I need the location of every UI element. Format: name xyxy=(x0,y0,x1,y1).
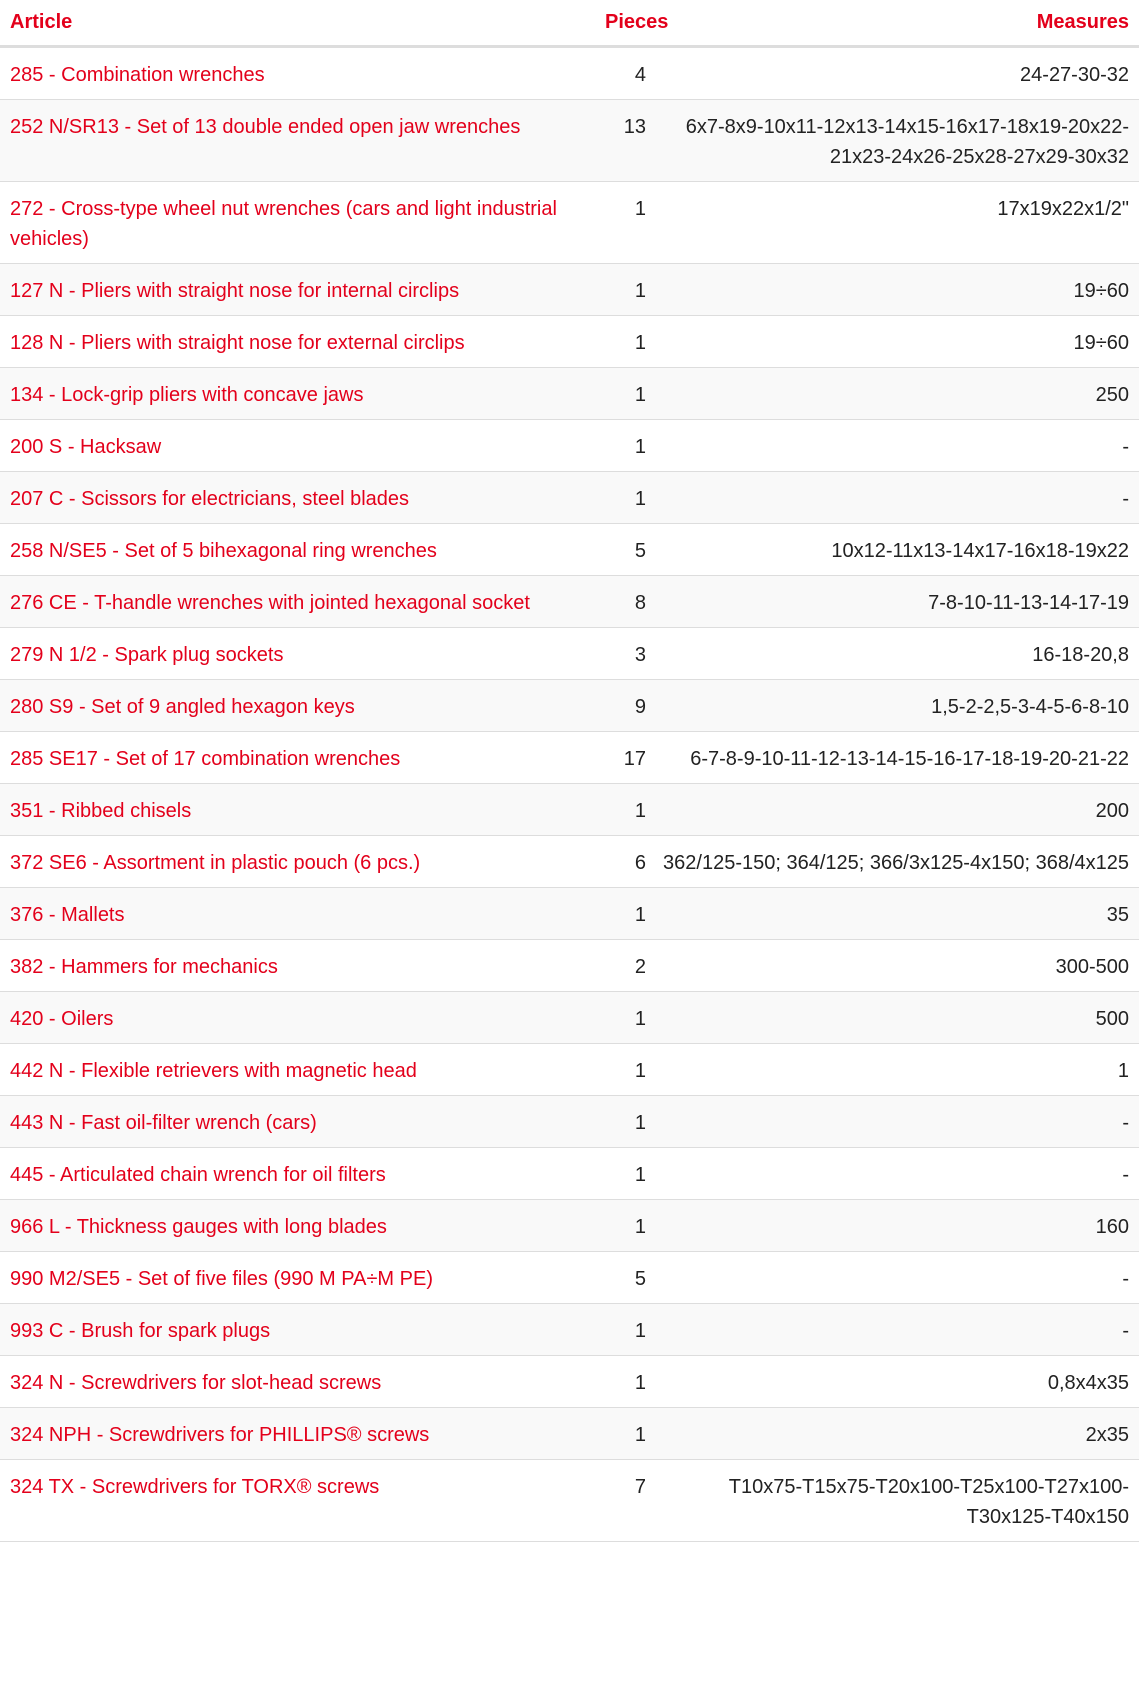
measures-cell: 0,8x4x35 xyxy=(646,1355,1139,1407)
measures-cell: - xyxy=(646,471,1139,523)
pieces-cell: 6 xyxy=(595,835,646,887)
measures-cell: 24-27-30-32 xyxy=(646,46,1139,99)
article-link[interactable]: 252 N/SR13 - Set of 13 double ended open jaw wrenches xyxy=(10,115,521,138)
table-row xyxy=(0,523,1139,575)
article-cell xyxy=(0,575,595,627)
article-link[interactable]: 445 - Articulated chain wrench for oil filters xyxy=(10,1163,386,1186)
measures-cell: 10x12-11x13-14x17-16x18-19x22 xyxy=(646,523,1139,575)
article-cell xyxy=(0,1043,595,1095)
article-cell xyxy=(0,367,595,419)
article-link[interactable]: 279 N 1/2 - Spark plug sockets xyxy=(10,643,284,666)
table-row xyxy=(0,419,1139,471)
table-row xyxy=(0,99,1139,181)
table-row xyxy=(0,1459,1139,1541)
table-body xyxy=(0,46,1139,1541)
column-header-measures: Measures xyxy=(646,0,1139,46)
article-cell xyxy=(0,1459,595,1541)
measures-cell: - xyxy=(646,1303,1139,1355)
article-cell xyxy=(0,939,595,991)
article-link[interactable]: 993 C - Brush for spark plugs xyxy=(10,1319,271,1342)
table-row xyxy=(0,1199,1139,1251)
table-row xyxy=(0,1147,1139,1199)
pieces-cell: 1 xyxy=(595,1407,646,1459)
measures-cell: 16-18-20,8 xyxy=(646,627,1139,679)
pieces-cell: 1 xyxy=(595,991,646,1043)
article-link[interactable]: 280 S9 - Set of 9 angled hexagon keys xyxy=(10,695,355,718)
table-row xyxy=(0,1303,1139,1355)
table-header-row xyxy=(0,0,1139,46)
measures-cell: 300-500 xyxy=(646,939,1139,991)
article-link[interactable]: 272 - Cross-type wheel nut wrenches (cars and light industrial vehicles) xyxy=(10,197,557,250)
table-row xyxy=(0,181,1139,263)
pieces-cell: 9 xyxy=(595,679,646,731)
measures-cell: - xyxy=(646,1251,1139,1303)
table-row xyxy=(0,887,1139,939)
table-row xyxy=(0,939,1139,991)
measures-cell: 200 xyxy=(646,783,1139,835)
article-link[interactable]: 324 TX - Screwdrivers for TORX® screws xyxy=(10,1475,380,1498)
article-cell xyxy=(0,991,595,1043)
measures-cell: 17x19x22x1/2" xyxy=(646,181,1139,263)
table-row xyxy=(0,46,1139,99)
table-row xyxy=(0,991,1139,1043)
table-row xyxy=(0,575,1139,627)
table-row xyxy=(0,679,1139,731)
pieces-cell: 1 xyxy=(595,367,646,419)
article-link[interactable]: 134 - Lock-grip pliers with concave jaws xyxy=(10,383,364,406)
article-cell xyxy=(0,1303,595,1355)
article-link[interactable]: 200 S - Hacksaw xyxy=(10,435,162,458)
article-link[interactable]: 127 N - Pliers with straight nose for internal circlips xyxy=(10,279,460,302)
article-link[interactable]: 966 L - Thickness gauges with long blades xyxy=(10,1215,387,1238)
article-cell xyxy=(0,523,595,575)
measures-cell: 160 xyxy=(646,1199,1139,1251)
measures-cell: 19÷60 xyxy=(646,263,1139,315)
article-link[interactable]: 351 - Ribbed chisels xyxy=(10,799,192,822)
pieces-cell: 1 xyxy=(595,471,646,523)
article-cell xyxy=(0,783,595,835)
measures-cell: 7-8-10-11-13-14-17-19 xyxy=(646,575,1139,627)
pieces-cell: 1 xyxy=(595,1043,646,1095)
article-link[interactable]: 990 M2/SE5 - Set of five files (990 M PA÷M PE) xyxy=(10,1267,433,1290)
column-header-article: Article xyxy=(0,0,595,46)
table-row xyxy=(0,1095,1139,1147)
article-cell xyxy=(0,181,595,263)
pieces-cell: 17 xyxy=(595,731,646,783)
article-cell xyxy=(0,835,595,887)
pieces-cell: 2 xyxy=(595,939,646,991)
measures-cell: 362/125-150; 364/125; 366/3x125-4x150; 368/4x125 xyxy=(646,835,1139,887)
pieces-cell: 8 xyxy=(595,575,646,627)
article-cell xyxy=(0,1095,595,1147)
pieces-cell: 13 xyxy=(595,99,646,181)
pieces-cell: 1 xyxy=(595,419,646,471)
measures-cell: 250 xyxy=(646,367,1139,419)
article-link[interactable]: 382 - Hammers for mechanics xyxy=(10,955,278,978)
table-row xyxy=(0,1043,1139,1095)
pieces-cell: 1 xyxy=(595,783,646,835)
pieces-cell: 1 xyxy=(595,1303,646,1355)
article-cell xyxy=(0,887,595,939)
pieces-cell: 5 xyxy=(595,1251,646,1303)
article-link[interactable]: 276 CE - T-handle wrenches with jointed hexagonal socket xyxy=(10,591,530,614)
article-link[interactable]: 443 N - Fast oil-filter wrench (cars) xyxy=(10,1111,317,1134)
measures-cell: 35 xyxy=(646,887,1139,939)
article-link[interactable]: 207 C - Scissors for electricians, steel blades xyxy=(10,487,410,510)
measures-cell: 6x7-8x9-10x11-12x13-14x15-16x17-18x19-20x22-21x23-24x26-25x28-27x29-30x32 xyxy=(646,99,1139,181)
article-cell xyxy=(0,263,595,315)
measures-cell: 1 xyxy=(646,1043,1139,1095)
pieces-cell: 1 xyxy=(595,1199,646,1251)
measures-cell: - xyxy=(646,419,1139,471)
table-row xyxy=(0,627,1139,679)
article-cell xyxy=(0,46,595,99)
article-link[interactable]: 258 N/SE5 - Set of 5 bihexagonal ring wrenches xyxy=(10,539,437,562)
table-row xyxy=(0,263,1139,315)
pieces-cell: 1 xyxy=(595,1355,646,1407)
measures-cell: 2x35 xyxy=(646,1407,1139,1459)
pieces-cell: 5 xyxy=(595,523,646,575)
measures-cell: - xyxy=(646,1095,1139,1147)
article-cell xyxy=(0,99,595,181)
pieces-cell: 4 xyxy=(595,46,646,99)
pieces-cell: 3 xyxy=(595,627,646,679)
article-cell xyxy=(0,679,595,731)
measures-cell: T10x75-T15x75-T20x100-T25x100-T27x100-T30x125-T40x150 xyxy=(646,1459,1139,1541)
measures-cell: 500 xyxy=(646,991,1139,1043)
article-link[interactable]: 285 - Combination wrenches xyxy=(10,63,265,86)
article-cell xyxy=(0,731,595,783)
table-row xyxy=(0,835,1139,887)
pieces-cell: 1 xyxy=(595,263,646,315)
pieces-cell: 1 xyxy=(595,1095,646,1147)
article-cell xyxy=(0,419,595,471)
article-cell xyxy=(0,1407,595,1459)
pieces-cell: 7 xyxy=(595,1459,646,1541)
measures-cell: 6-7-8-9-10-11-12-13-14-15-16-17-18-19-20-21-22 xyxy=(646,731,1139,783)
table-row xyxy=(0,471,1139,523)
table-row xyxy=(0,731,1139,783)
article-cell xyxy=(0,1251,595,1303)
measures-cell: - xyxy=(646,1147,1139,1199)
article-link[interactable]: 376 - Mallets xyxy=(10,903,125,926)
article-cell xyxy=(0,315,595,367)
measures-cell: 1,5-2-2,5-3-4-5-6-8-10 xyxy=(646,679,1139,731)
article-cell xyxy=(0,1147,595,1199)
article-link[interactable]: 442 N - Flexible retrievers with magnetic head xyxy=(10,1059,417,1082)
pieces-cell: 1 xyxy=(595,1147,646,1199)
article-link[interactable]: 324 NPH - Screwdrivers for PHILLIPS® screws xyxy=(10,1423,430,1446)
article-cell xyxy=(0,1199,595,1251)
article-link[interactable]: 324 N - Screwdrivers for slot-head screws xyxy=(10,1371,382,1394)
article-cell xyxy=(0,627,595,679)
table-row xyxy=(0,367,1139,419)
pieces-cell: 1 xyxy=(595,887,646,939)
article-link[interactable]: 128 N - Pliers with straight nose for external circlips xyxy=(10,331,465,354)
table-row xyxy=(0,1251,1139,1303)
table-row xyxy=(0,1407,1139,1459)
article-link[interactable]: 372 SE6 - Assortment in plastic pouch (6 pcs.) xyxy=(10,851,421,874)
article-link[interactable]: 420 - Oilers xyxy=(10,1007,114,1030)
table-row xyxy=(0,783,1139,835)
article-cell xyxy=(0,471,595,523)
pieces-cell: 1 xyxy=(595,315,646,367)
table-row xyxy=(0,1355,1139,1407)
pieces-cell: 1 xyxy=(595,181,646,263)
column-header-pieces: Pieces xyxy=(595,0,646,46)
measures-cell: 19÷60 xyxy=(646,315,1139,367)
table-row xyxy=(0,315,1139,367)
article-link[interactable]: 285 SE17 - Set of 17 combination wrenches xyxy=(10,747,401,770)
article-cell xyxy=(0,1355,595,1407)
